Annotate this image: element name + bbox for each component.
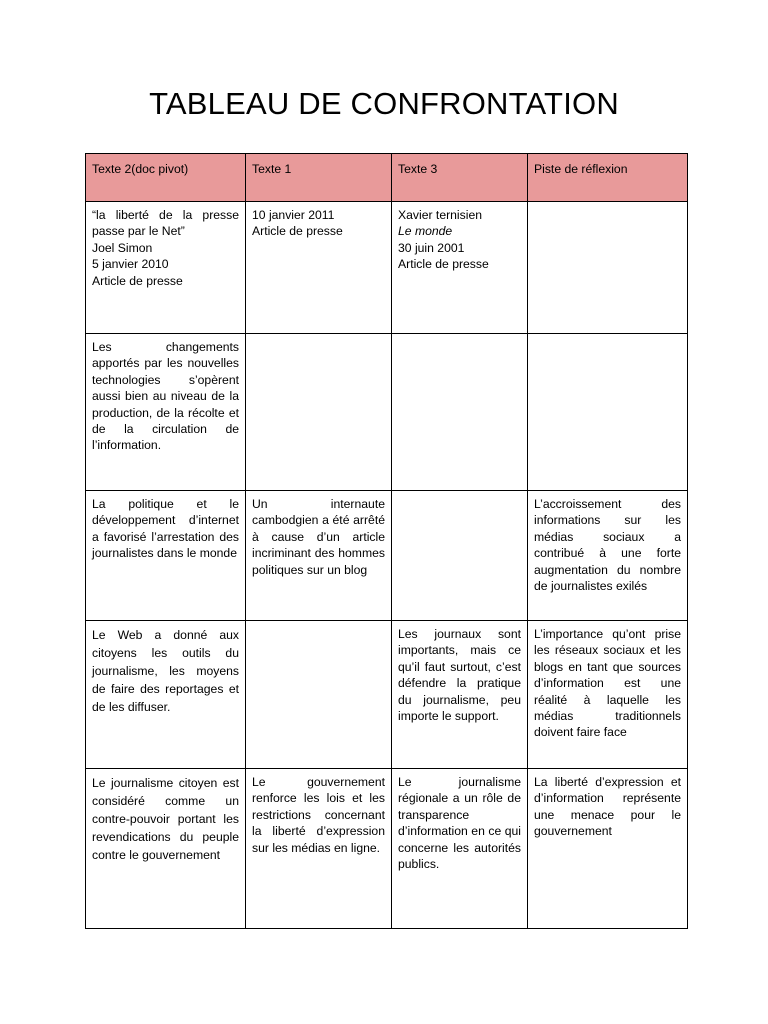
cell-texte2: Les changements apportés par les nouvelles technologies s’opèrent aussi bien au niveau de la production, de la récolte et de la circulation de l’information.	[86, 334, 246, 491]
table-header-row	[86, 154, 688, 202]
source-cell-texte2	[86, 202, 246, 334]
header-cell-texte1: Texte 1	[246, 154, 392, 202]
source-type: Article de presse	[398, 257, 489, 272]
header-cell-piste: Piste de réflexion	[528, 154, 688, 202]
source-title: “la liberté de la presse passe par le Net”	[92, 208, 239, 239]
cell-texte2: Le Web a donné aux citoyens les outils du journalisme, les moyens de faire des reportages et de les diffuser.	[86, 621, 246, 769]
source-date: 5 janvier 2010	[92, 257, 169, 272]
header-cell-texte2: Texte 2(doc pivot)	[86, 154, 246, 202]
table-row	[86, 621, 688, 769]
source-cell-texte3	[392, 202, 528, 334]
cell-texte2: Le journalisme citoyen est considéré comme un contre-pouvoir portant les revendications du peuple contre le gouvernement	[86, 769, 246, 929]
source-type: Article de presse	[252, 224, 343, 239]
table-row	[86, 769, 688, 929]
cell-texte2: La politique et le développement d’internet a favorisé l’arrestation des journalistes dans le monde	[86, 491, 246, 621]
source-author: Xavier ternisien	[398, 208, 482, 222]
cell-texte3: Les journaux sont importants, mais ce qu’il faut surtout, c’est défendre la pratique du journalisme, peu importe le support.	[392, 621, 528, 769]
cell-piste: L’accroissement des informations sur les médias sociaux a contribué à une forte augmentation du nombre de journalistes exilés	[528, 491, 688, 621]
cell-texte1	[246, 334, 392, 491]
source-date: 10 janvier 2011	[252, 208, 335, 222]
source-publication: Le monde	[398, 224, 453, 239]
table-row-sources	[86, 202, 688, 334]
table-row	[86, 334, 688, 491]
cell-texte3	[392, 334, 528, 491]
confrontation-table	[85, 153, 688, 929]
source-date: 30 juin 2001	[398, 240, 465, 255]
cell-texte3	[392, 491, 528, 621]
cell-texte3: Le journalisme régionale a un rôle de transparence d’information en ce qui concerne les autorités publics.	[392, 769, 528, 929]
source-cell-piste	[528, 202, 688, 334]
cell-texte1	[246, 621, 392, 769]
cell-texte1: Le gouvernement renforce les lois et les restrictions concernant la liberté d’expression sur les médias en ligne.	[246, 769, 392, 929]
table-row	[86, 491, 688, 621]
page-title: TABLEAU DE CONFRONTATION	[149, 86, 619, 121]
cell-texte1: Un internaute cambodgien a été arrêté à cause d’un article incriminant des hommes politiques sur un blog	[246, 491, 392, 621]
cell-piste: La liberté d’expression et d’information représente une menace pour le gouvernement	[528, 769, 688, 929]
source-author: Joel Simon	[92, 240, 153, 255]
source-type: Article de presse	[92, 273, 183, 288]
source-cell-texte1	[246, 202, 392, 334]
header-cell-texte3: Texte 3	[392, 154, 528, 202]
cell-piste	[528, 334, 688, 491]
cell-piste: L’importance qu’ont prise les réseaux sociaux et les blogs en tant que sources d’information est une réalité à laquelle les médias traditionnels doivent faire face	[528, 621, 688, 769]
